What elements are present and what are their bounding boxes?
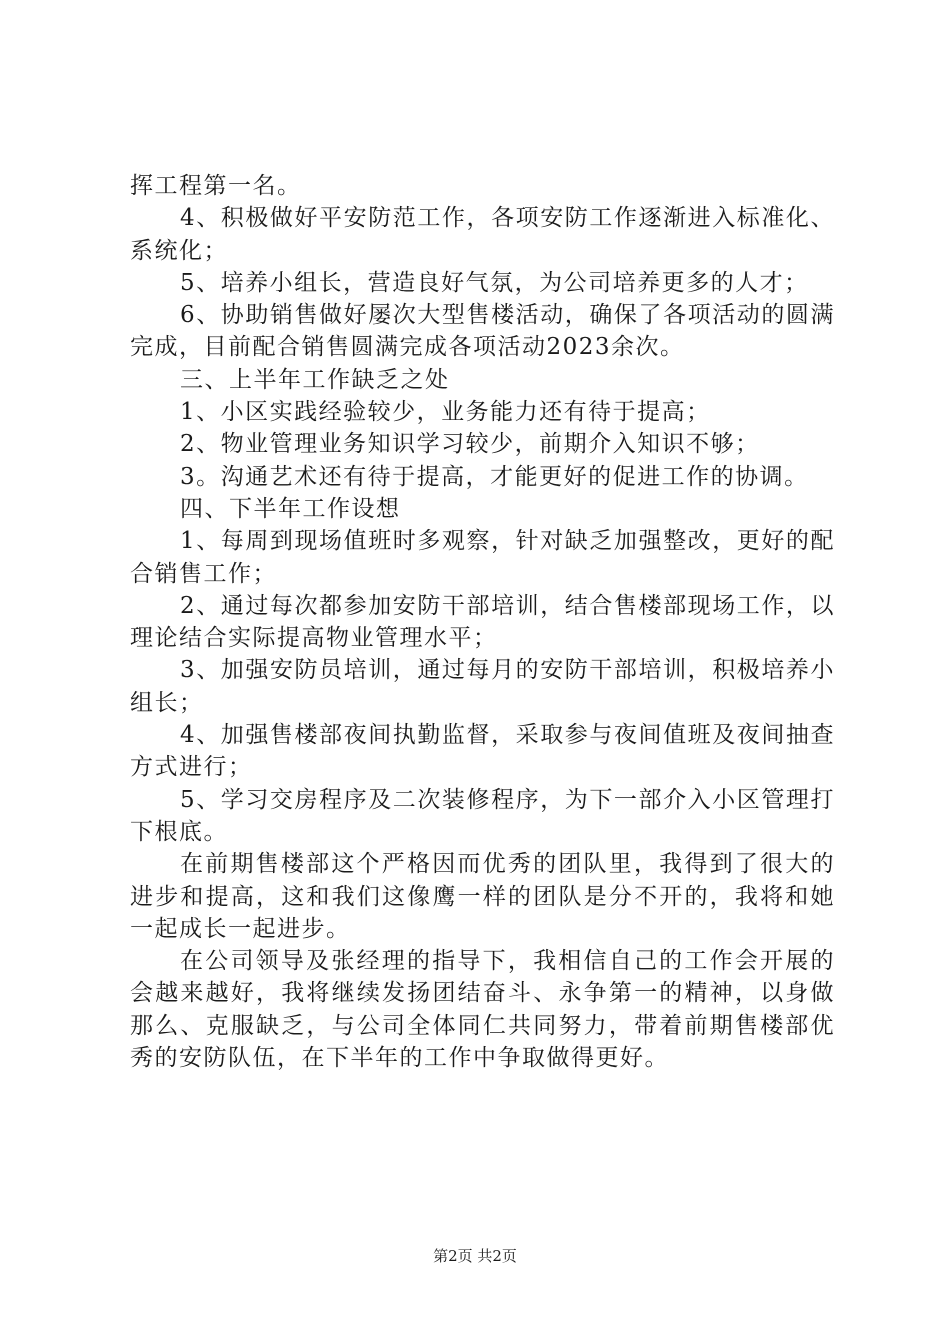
paragraph-item-4: 4、积极做好平安防范工作，各项安防工作逐渐进入标准化、系统化； (130, 205, 835, 264)
paragraph-item-5: 5、培养小组长，营造良好气氛，为公司培养更多的人才； (180, 269, 809, 296)
paragraph-closing-commitment: 在公司领导及张经理的指导下，我相信自己的工作会开展的会越来越好，我将继续发扬团结奋斗、永争第一的精神，以身做那么、克服缺乏，与公司全体同仁共同努力，带着前期售楼部优秀的安防队伍，在下半年的工作中争取做得更好。 (130, 948, 835, 1072)
page-footer: 第2页 共2页 (433, 1247, 517, 1265)
paragraph-plan-5: 5、学习交房程序及二次装修程序，为下一部介入小区管理打下根底。 (130, 786, 835, 845)
paragraph-plan-2: 2、通过每次都参加安防干部培训，结合售楼部现场工作，以理论结合实际提高物业管理水平； (130, 592, 835, 652)
document-body (130, 170, 835, 1074)
paragraph-continuation: 挥工程第一名。 (130, 173, 302, 199)
paragraph-shortcoming-3: 3。沟通艺术还有待于提高，才能更好的促进工作的协调。 (180, 463, 809, 490)
paragraph-plan-4: 4、加强售楼部夜间执勤监督，采取参与夜间值班及夜间抽查方式进行； (130, 722, 835, 781)
paragraph-item-6: 6、协助销售做好屡次大型售楼活动，确保了各项活动的圆满完成，目前配合销售圆满完成各项活动2023余次。 (130, 302, 835, 361)
paragraph-shortcoming-1: 1、小区实践经验较少，业务能力还有待于提高； (180, 399, 711, 426)
section-heading-plans: 四、下半年工作设想 (180, 495, 401, 522)
paragraph-shortcoming-2: 2、物业管理业务知识学习较少，前期介入知识不够； (180, 431, 760, 458)
paragraph-plan-3: 3、加强安防员培训，通过每月的安防干部培训，积极培养小组长； (130, 657, 835, 716)
paragraph-closing-team: 在前期售楼部这个严格因而优秀的团队里，我得到了很大的进步和提高，这和我们这像鹰一样的团队是分不开的，我将和她一起成长一起进步。 (130, 851, 835, 942)
paragraph-plan-1: 1、每周到现场值班时多观察，针对缺乏加强整改，更好的配合销售工作； (130, 528, 835, 587)
section-heading-shortcomings: 三、上半年工作缺乏之处 (180, 366, 450, 393)
